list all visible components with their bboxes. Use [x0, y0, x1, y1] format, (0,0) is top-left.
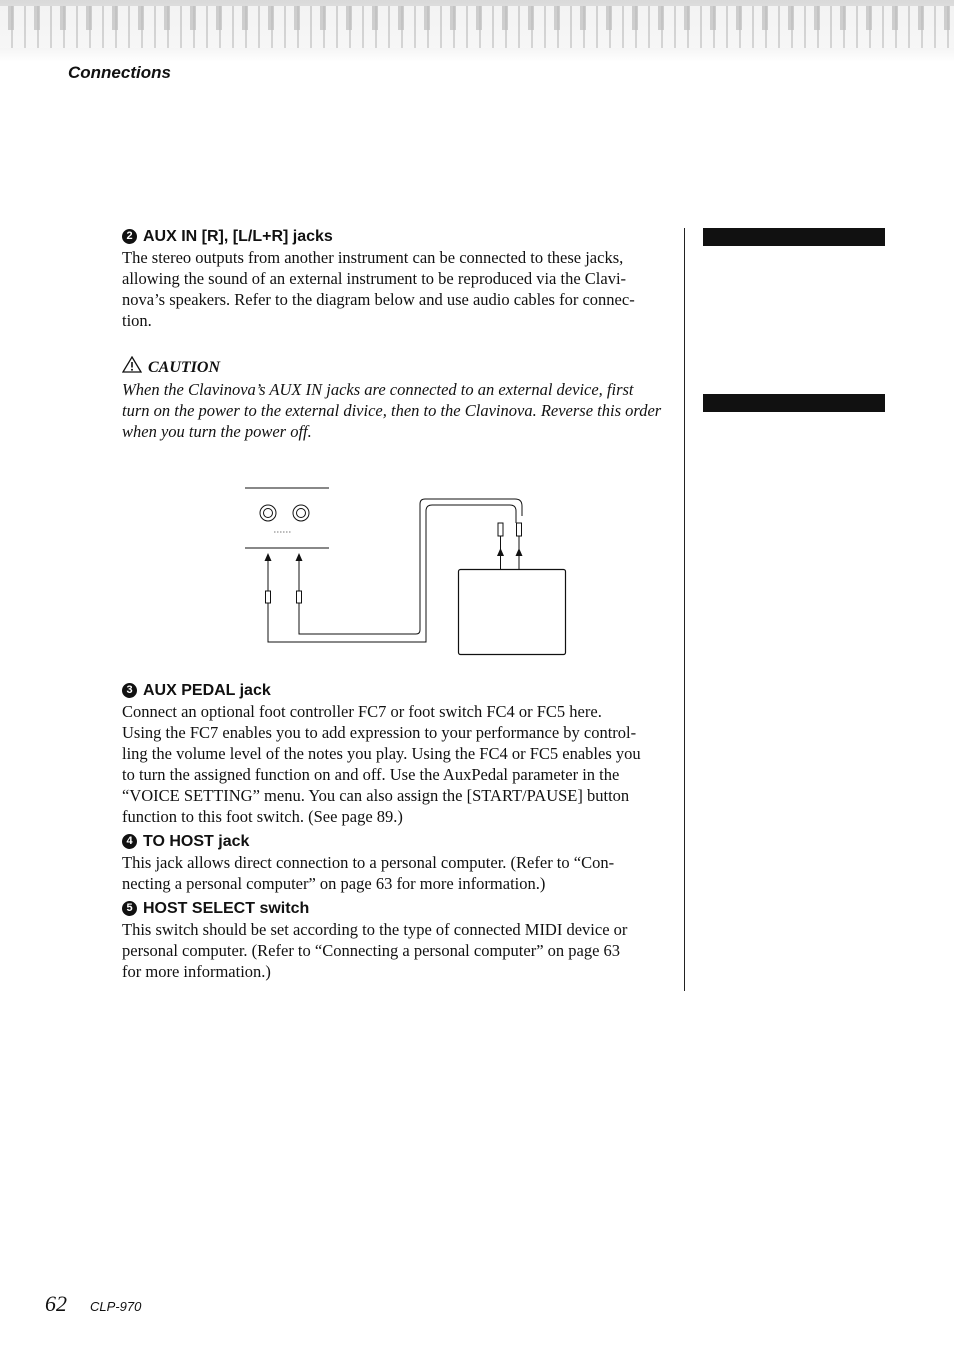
body-line: for more information.): [122, 962, 271, 981]
number-badge: 5: [122, 901, 137, 916]
caution-heading: [122, 356, 670, 379]
caution-line: turn on the power to the external divice, then to the Clavinova. Reverse this order: [122, 401, 662, 420]
external-plug-left: [497, 523, 504, 569]
body-line: ling the volume level of the notes you play. Using the FC4 or FC5 enables you: [122, 744, 641, 763]
caution-line: when you turn the power off.: [122, 422, 312, 441]
page-header-band: [0, 0, 954, 62]
sidebar-bar-top: [703, 228, 885, 246]
body-line: necting a personal computer” on page 63 for more information.): [122, 874, 546, 893]
column-divider: [684, 228, 685, 991]
number-badge: 2: [122, 229, 137, 244]
body-line: Using the FC7 enables you to add expression to your performance by control-: [122, 723, 637, 742]
number-badge: 4: [122, 834, 137, 849]
heading-text: AUX PEDAL jack: [143, 682, 271, 699]
host-select-section: [122, 898, 670, 982]
heading-text: AUX IN [R], [L/L+R] jacks: [143, 228, 333, 245]
body-line: allowing the sound of an external instrument to be reproduced via the Clavi-: [122, 269, 627, 288]
external-plug-right: [516, 523, 523, 569]
body-line: personal computer. (Refer to “Connecting a personal computer” on page 63: [122, 941, 621, 960]
body-line: The stereo outputs from another instrument can be connected to these jacks,: [122, 248, 624, 267]
body-line: Connect an optional foot controller FC7 or foot switch FC4 or FC5 here.: [122, 702, 602, 721]
body-line: tion.: [122, 311, 152, 330]
caution-line: When the Clavinova’s AUX IN jacks are connected to an external device, first: [122, 380, 634, 399]
body-line: function to this foot switch. (See page 89.): [122, 807, 403, 826]
external-instrument-box: [459, 570, 566, 655]
aux-pedal-heading: [122, 680, 670, 701]
warning-triangle-icon: [122, 356, 142, 379]
keyboard-black-keys-pattern: [0, 6, 954, 30]
model-name: CLP-970: [90, 1299, 142, 1314]
body-line: “VOICE SETTING” menu. You can also assign the [START/PAUSE] button: [122, 786, 630, 805]
sidebar-bar-middle: [703, 394, 885, 412]
heading-text: TO HOST jack: [143, 833, 250, 850]
body-line: to turn the assigned function on and off. Use the AuxPedal parameter in the: [122, 765, 620, 784]
page-number: 62: [45, 1291, 67, 1316]
body-line: nova’s speakers. Refer to the diagram below and use audio cables for connec-: [122, 290, 635, 309]
host-select-heading: [122, 898, 670, 919]
body-line: This switch should be set according to the type of connected MIDI device or: [122, 920, 628, 939]
number-badge: 3: [122, 683, 137, 698]
body-line: This jack allows direct connection to a personal computer. (Refer to “Con-: [122, 853, 615, 872]
heading-text: HOST SELECT switch: [143, 900, 310, 917]
aux-in-section: [122, 226, 670, 331]
aux-in-heading: [122, 226, 670, 247]
aux-in-plug-left: [265, 553, 272, 603]
aux-in-plug-right: [296, 553, 303, 603]
clavinova-panel: [245, 488, 329, 548]
to-host-section: [122, 831, 670, 894]
aux-pedal-section: [122, 680, 670, 827]
section-title: Connections: [68, 63, 171, 82]
to-host-heading: [122, 831, 670, 852]
connection-diagram: [240, 483, 575, 666]
caution-block: [122, 356, 670, 442]
caution-label: CAUTION: [148, 359, 221, 376]
